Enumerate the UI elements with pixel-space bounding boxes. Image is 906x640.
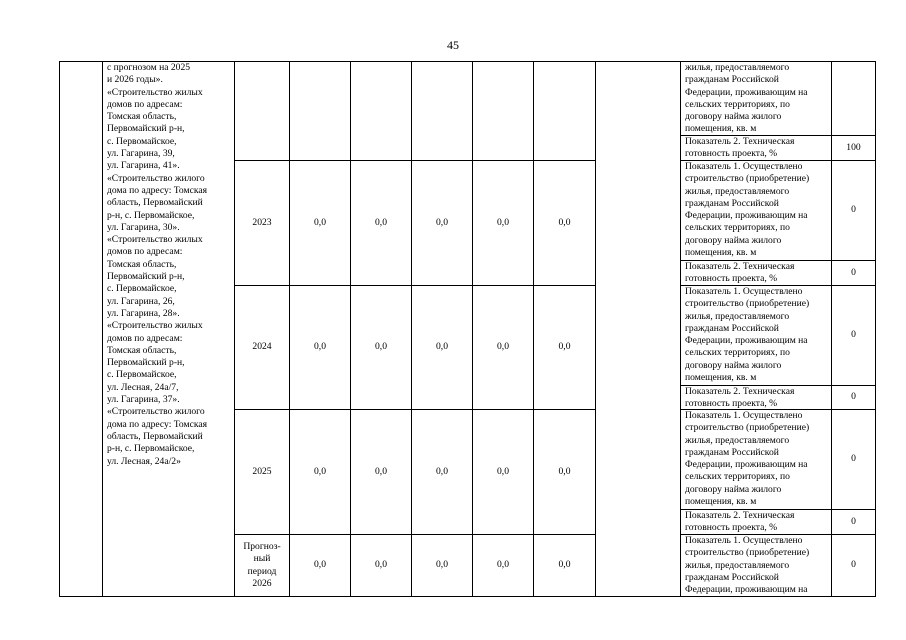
period-cell-forecast: Прогноз- ный период 2026 — [243, 540, 281, 589]
value-cell: 0,0 — [436, 216, 448, 228]
value-cell: 0,0 — [375, 216, 387, 228]
indicator-2: Показатель 2. Техническая готовность проекта, % — [685, 261, 795, 285]
indicator-1-continued: жилья, предоставляемого гражданам Российской Федерации, проживающим на сельских территориях, по договору найма жилого помещения, кв. м — [685, 62, 808, 135]
period-cell: 2025 — [252, 465, 272, 477]
indicator-1-value: 0 — [851, 559, 856, 571]
project-description: с прогнозом на 2025 и 2026 годы». «Строительство жилых домов по адресам: Томская область, Первомайский р-н, с. Первомайское, ул. Гагарина, 39, ул. Гагарина, 41». «Строительство жилого дома по адресу: Томская область, Первомайский р-н, с. Первомайское, ул. Гагарина, 30». «Строительство жилых домов по адресам: Томская область, Первомайский р-н, с. Первомайское, ул. Гагарина, 26, ул. Гагарина, 28». «Строительство жилых домов по адресам: Томская область, Первомайский р-н, с. Первомайское, ул. Лесная, 24а/7, ул. Гагарина, 37». «Строительство жилого дома по адресу: Томская область, Первомайский р-н, с. Первомайское, ул. Лесная, 24а/2» — [107, 62, 208, 467]
value-cell: 0,0 — [558, 341, 571, 353]
value-cell: 0,0 — [314, 465, 326, 477]
indicator-2-value: 0 — [851, 266, 856, 278]
indicator-2-value: 0 — [851, 515, 856, 527]
period-cell: 2024 — [252, 341, 272, 353]
value-cell: 0,0 — [497, 465, 509, 477]
value-cell: 0,0 — [558, 465, 571, 477]
indicator-1-value: 0 — [851, 204, 856, 216]
indicator-1-value: 0 — [851, 453, 856, 465]
page-number: 45 — [447, 38, 459, 52]
value-cell: 0,0 — [436, 559, 448, 571]
value-cell: 0,0 — [436, 465, 448, 477]
indicator-2-value: 0 — [851, 391, 856, 403]
value-cell: 0,0 — [497, 559, 509, 571]
period-cell: 2023 — [252, 216, 272, 228]
value-cell: 0,0 — [375, 465, 387, 477]
value-cell: 0,0 — [375, 341, 387, 353]
indicator-1: Показатель 1. Осуществлено строительство (приобретение) жилья, предоставляемого гражданам Российской Федерации, проживающим на сельских территориях, по договору найма жилого помещения, кв. м — [685, 161, 810, 259]
indicator-1: Показатель 1. Осуществлено строительство (приобретение) жилья, предоставляемого гражданам Российской Федерации, проживающим на — [685, 535, 810, 596]
value-cell: 0,0 — [314, 216, 326, 228]
value-cell: 0,0 — [558, 559, 571, 571]
value-cell: 0,0 — [497, 341, 509, 353]
indicator-1: Показатель 1. Осуществлено строительство (приобретение) жилья, предоставляемого гражданам Российской Федерации, проживающим на сельских территориях, по договору найма жилого помещения, кв. м — [685, 286, 810, 384]
indicator-1: Показатель 1. Осуществлено строительство (приобретение) жилья, предоставляемого гражданам Российской Федерации, проживающим на сельских территориях, по договору найма жилого помещения, кв. м — [685, 410, 810, 508]
value-cell: 0,0 — [497, 216, 509, 228]
value-cell: 0,0 — [375, 559, 387, 571]
indicator-2-top-value: 100 — [846, 141, 861, 153]
value-cell: 0,0 — [436, 341, 448, 353]
indicator-2: Показатель 2. Техническая готовность проекта, % — [685, 510, 795, 534]
value-cell: 0,0 — [314, 341, 326, 353]
value-cell: 0,0 — [558, 216, 571, 228]
indicator-1-value: 0 — [851, 329, 856, 341]
indicator-2: Показатель 2. Техническая готовность проекта, % — [685, 386, 795, 410]
value-cell: 0,0 — [314, 559, 326, 571]
indicator-2-top: Показатель 2. Техническая готовность проекта, % — [685, 136, 795, 160]
